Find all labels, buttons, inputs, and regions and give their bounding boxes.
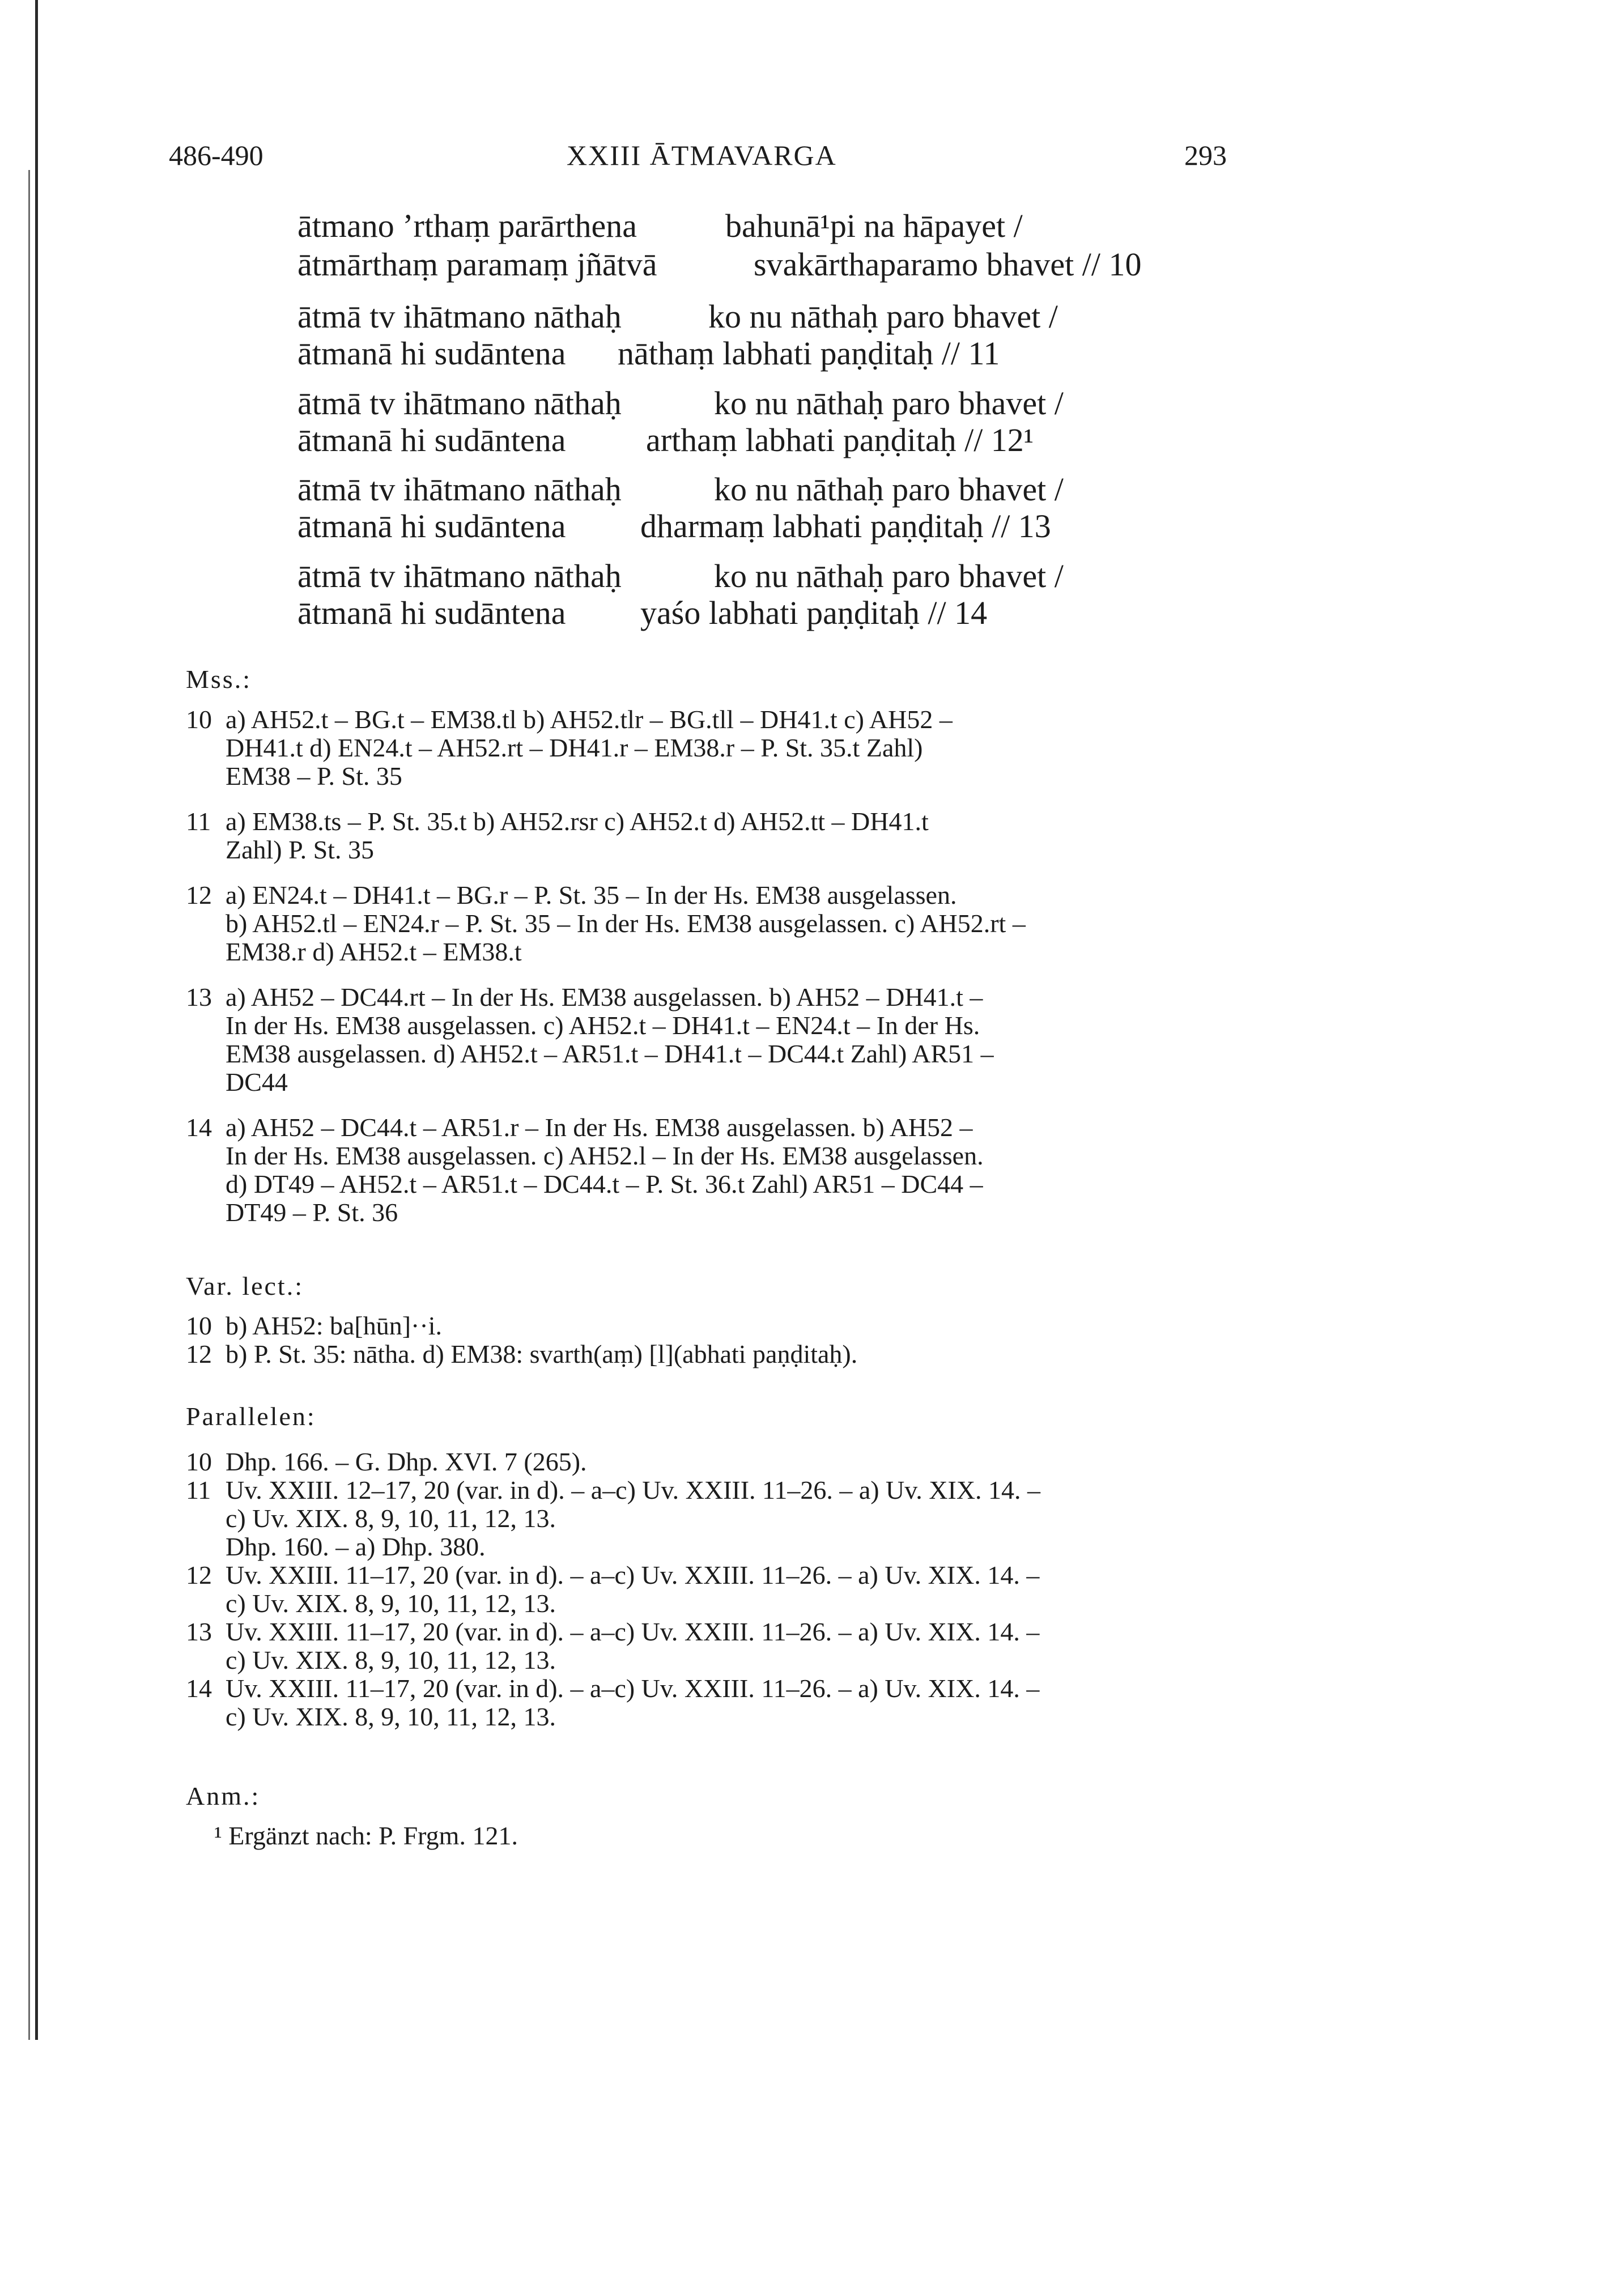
verse-line-a: ātmanā hi sudāntena [297, 335, 566, 372]
anm-label: Anm.: [186, 1781, 261, 1810]
entry-number: 13 [186, 1617, 212, 1646]
verse-line-b: ko nu nāthaḥ paro bhavet / [714, 558, 1064, 594]
entry-line: EM38 ausgelassen. d) AH52.t – AR51.t – DH41.t – DC44.t Zahl) AR51 – [226, 1039, 994, 1068]
entry-number: 12 [186, 1561, 212, 1589]
entry-line: a) AH52 – DC44.t – AR51.r – In der Hs. EM38 ausgelassen. b) AH52 – [226, 1113, 973, 1142]
verse-line-a: ātmano ’rthaṃ parārthena [297, 207, 637, 244]
scan-binding-edge [35, 0, 38, 2040]
verse-line-a: ātmā tv ihātmano nāthaḥ [297, 471, 622, 508]
entry-line: a) EM38.ts – P. St. 35.t b) AH52.rsr c) AH52.t d) AH52.tt – DH41.t [226, 807, 929, 836]
entry-line: d) DT49 – AH52.t – AR51.t – DC44.t – P. St. 36.t Zahl) AR51 – DC44 – [226, 1170, 983, 1198]
entry-number: 13 [186, 983, 212, 1011]
entry-line: DH41.t d) EN24.t – AH52.rt – DH41.r – EM38.r – P. St. 35.t Zahl) [226, 733, 923, 762]
parallel-line: Uv. XXIII. 11–17, 20 (var. in d). – a–c) Uv. XXIII. 11–26. – a) Uv. XIX. 14. – [226, 1674, 1040, 1703]
entry-line: a) AH52.t – BG.t – EM38.tl b) AH52.tlr – BG.tll – DH41.t c) AH52 – [226, 705, 953, 734]
verse-line-b: ko nu nāthaḥ paro bhavet / [708, 298, 1058, 335]
entry-line: In der Hs. EM38 ausgelassen. c) AH52.l – In der Hs. EM38 ausgelassen. [226, 1141, 984, 1170]
verse-line-a: ātmanā hi sudāntena [297, 508, 566, 545]
parallel-line: Uv. XXIII. 11–17, 20 (var. in d). – a–c) Uv. XXIII. 11–26. – a) Uv. XIX. 14. – [226, 1617, 1040, 1646]
entry-number: 14 [186, 1674, 212, 1703]
verse-line-b: ko nu nāthaḥ paro bhavet / [714, 385, 1064, 422]
parallel-line: c) Uv. XIX. 8, 9, 10, 11, 12, 13. [226, 1504, 556, 1533]
entry-line: In der Hs. EM38 ausgelassen. c) AH52.t – DH41.t – EN24.t – In der Hs. [226, 1011, 980, 1040]
varlect-entry: b) AH52: ba[hūn]··i. [226, 1311, 442, 1340]
verse-line-b: ko nu nāthaḥ paro bhavet / [714, 471, 1064, 508]
entry-line: b) AH52.tl – EN24.r – P. St. 35 – In der Hs. EM38 ausgelassen. c) AH52.rt – [226, 909, 1026, 938]
entry-line: a) EN24.t – DH41.t – BG.r – P. St. 35 – In der Hs. EM38 ausgelassen. [226, 881, 957, 909]
entry-line: a) AH52 – DC44.rt – In der Hs. EM38 ausgelassen. b) AH52 – DH41.t – [226, 983, 983, 1011]
chapter-title: XXIII ĀTMAVARGA [567, 139, 837, 171]
varlect-entry: b) P. St. 35: nātha. d) EM38: svarth(aṃ) [l](abhati paṇḍitaḥ). [226, 1340, 858, 1368]
verse-line-a: ātmā tv ihātmano nāthaḥ [297, 385, 622, 422]
entry-number: 11 [186, 1476, 211, 1504]
entry-number: 10 [186, 1311, 212, 1340]
entry-number: 10 [186, 705, 212, 734]
verse-line-b: yaśo labhati paṇḍitaḥ // 14 [640, 594, 988, 631]
parallel-line: Uv. XXIII. 11–17, 20 (var. in d). – a–c) Uv. XXIII. 11–26. – a) Uv. XIX. 14. – [226, 1561, 1040, 1589]
parallel-line: c) Uv. XIX. 8, 9, 10, 11, 12, 13. [226, 1589, 556, 1618]
verse-line-a: ātmārthaṃ paramaṃ jñātvā [297, 246, 657, 283]
parallel-line: Dhp. 166. – G. Dhp. XVI. 7 (265). [226, 1447, 587, 1476]
parallelen-label: Parallelen: [186, 1402, 316, 1431]
footnote: ¹ Ergänzt nach: P. Frgm. 121. [214, 1821, 518, 1850]
verse-line-a: ātmā tv ihātmano nāthaḥ [297, 298, 622, 335]
entry-line: EM38 – P. St. 35 [226, 762, 402, 790]
scan-shadow-edge [28, 170, 30, 2040]
verse-line-a: ātmanā hi sudāntena [297, 594, 566, 631]
entry-line: Zahl) P. St. 35 [226, 835, 374, 864]
entry-number: 12 [186, 881, 212, 909]
parallel-line: Uv. XXIII. 12–17, 20 (var. in d). – a–c) Uv. XXIII. 11–26. – a) Uv. XIX. 14. – [226, 1476, 1041, 1504]
varlect-label: Var. lect.: [186, 1272, 304, 1300]
parallel-line: c) Uv. XIX. 8, 9, 10, 11, 12, 13. [226, 1702, 556, 1731]
verse-line-b: bahunā¹pi na hāpayet / [725, 207, 1023, 244]
entry-line: EM38.r d) AH52.t – EM38.t [226, 937, 522, 966]
page-range: 486-490 [169, 139, 263, 171]
entry-number: 11 [186, 807, 211, 836]
verse-line-b: dharmaṃ labhati paṇḍitaḥ // 13 [640, 508, 1051, 545]
mss-label: Mss.: [186, 665, 252, 694]
entry-line: DC44 [226, 1068, 288, 1096]
verse-line-b: svakārthaparamo bhavet // 10 [754, 246, 1142, 283]
verse-line-b: nāthaṃ labhati paṇḍitaḥ // 11 [618, 335, 1000, 372]
parallel-line: Dhp. 160. – a) Dhp. 380. [226, 1532, 486, 1561]
page-number: 293 [1184, 139, 1227, 171]
entry-number: 10 [186, 1447, 212, 1476]
verse-line-a: ātmā tv ihātmano nāthaḥ [297, 558, 622, 594]
entry-number: 14 [186, 1113, 212, 1142]
parallel-line: c) Uv. XIX. 8, 9, 10, 11, 12, 13. [226, 1646, 556, 1674]
verse-line-a: ātmanā hi sudāntena [297, 422, 566, 458]
entry-number: 12 [186, 1340, 212, 1368]
entry-line: DT49 – P. St. 36 [226, 1198, 398, 1227]
verse-line-b: arthaṃ labhati paṇḍitaḥ // 12¹ [646, 422, 1034, 458]
